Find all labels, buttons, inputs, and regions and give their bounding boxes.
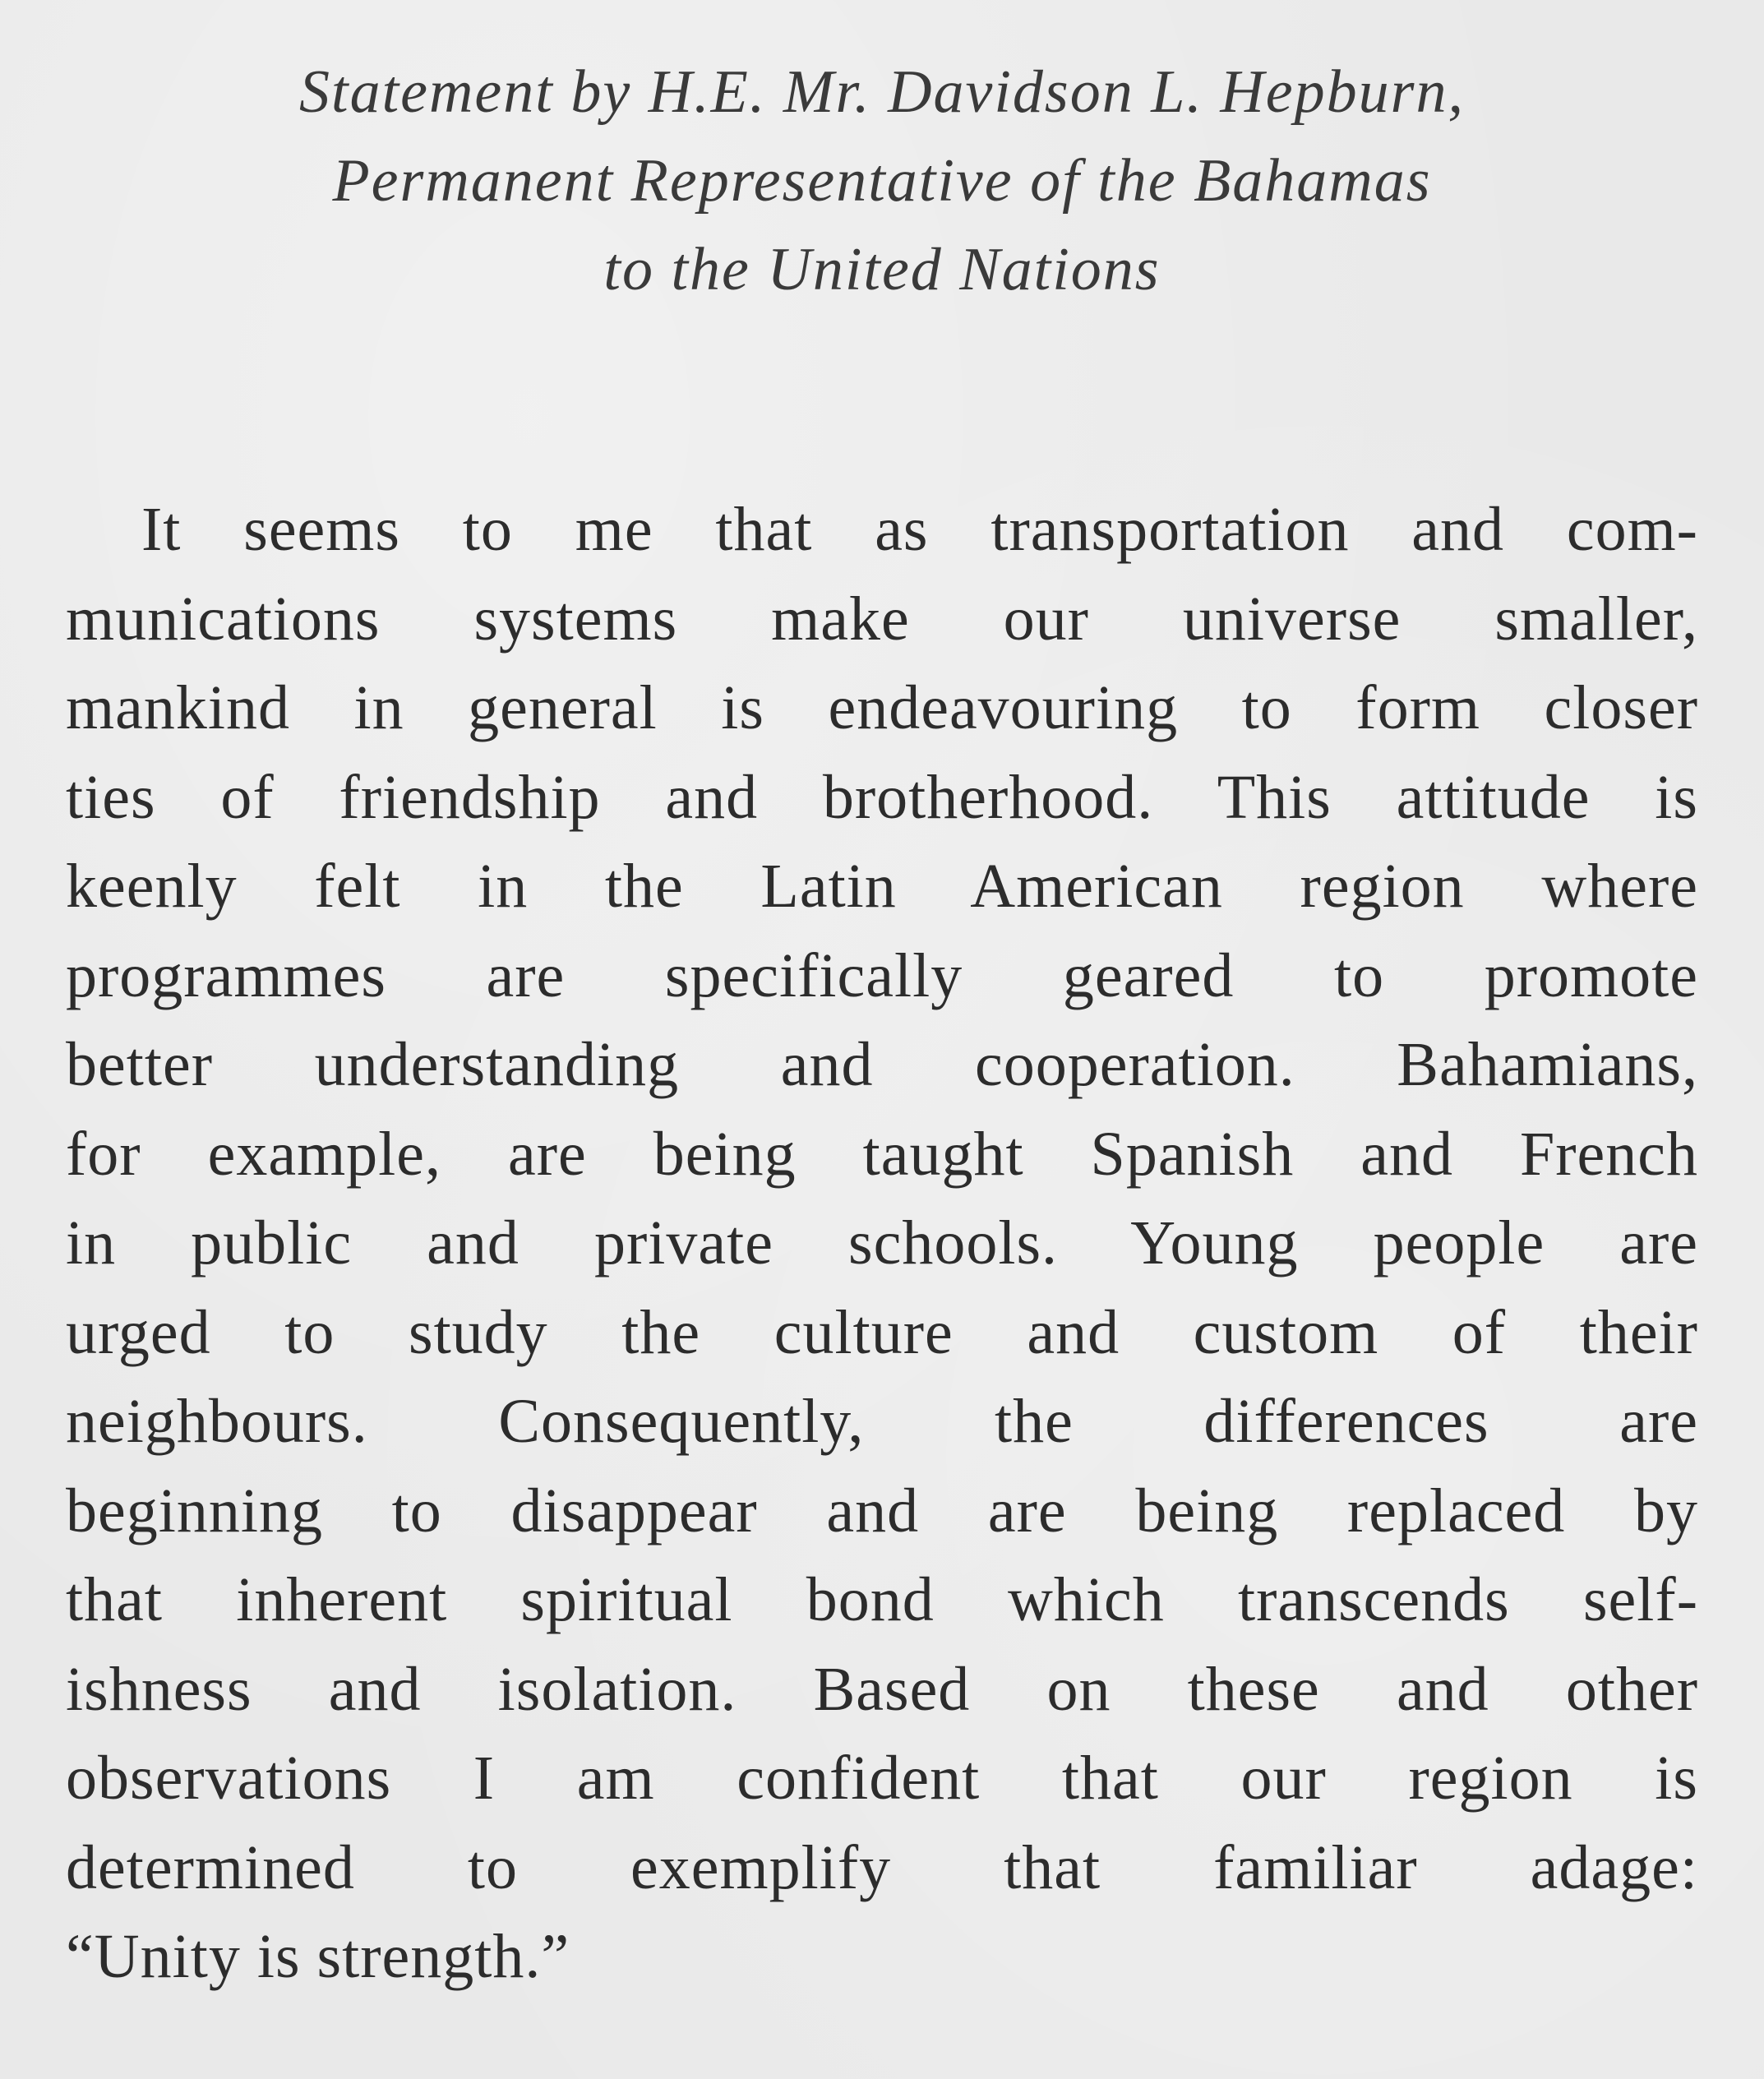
heading-line: Permanent Representative of the Bahamas bbox=[332, 147, 1432, 215]
body-line: ishness and isolation. Based on these and other bbox=[66, 1654, 1698, 1724]
body-line: mankind in general is endeavouring to form closer bbox=[66, 673, 1698, 742]
body-line: better understanding and cooperation. Bahamians, bbox=[66, 1030, 1698, 1099]
body-line: munications systems make our universe smaller, bbox=[66, 584, 1698, 654]
body-line: ties of friendship and brotherhood. This attitude is bbox=[66, 762, 1698, 832]
body-line: It seems to me that as transportation and com- bbox=[141, 495, 1698, 564]
statement-body bbox=[66, 485, 1698, 2002]
body-line: urged to study the culture and custom of their bbox=[66, 1297, 1698, 1367]
heading-line: to the United Nations bbox=[603, 236, 1161, 303]
body-line: neighbours. Consequently, the differences are bbox=[66, 1387, 1698, 1456]
body-line: keenly felt in the Latin American region where bbox=[66, 852, 1698, 921]
body-line: programmes are specifically geared to promote bbox=[66, 940, 1698, 1010]
body-line: observations I am confident that our region is bbox=[66, 1744, 1698, 1813]
body-line: in public and private schools. Young people are bbox=[66, 1208, 1698, 1277]
body-line: determined to exemplify that familiar adage: bbox=[66, 1832, 1698, 1902]
body-line: that inherent spiritual bond which transcends self- bbox=[66, 1565, 1698, 1634]
statement-heading bbox=[66, 48, 1698, 314]
body-line: beginning to disappear and are being replaced by bbox=[66, 1476, 1698, 1545]
body-line: for example, are being taught Spanish and French bbox=[66, 1119, 1698, 1189]
body-line: “Unity is strength.” bbox=[66, 1922, 570, 1991]
heading-line: Statement by H.E. Mr. Davidson L. Hepburn, bbox=[299, 58, 1465, 126]
